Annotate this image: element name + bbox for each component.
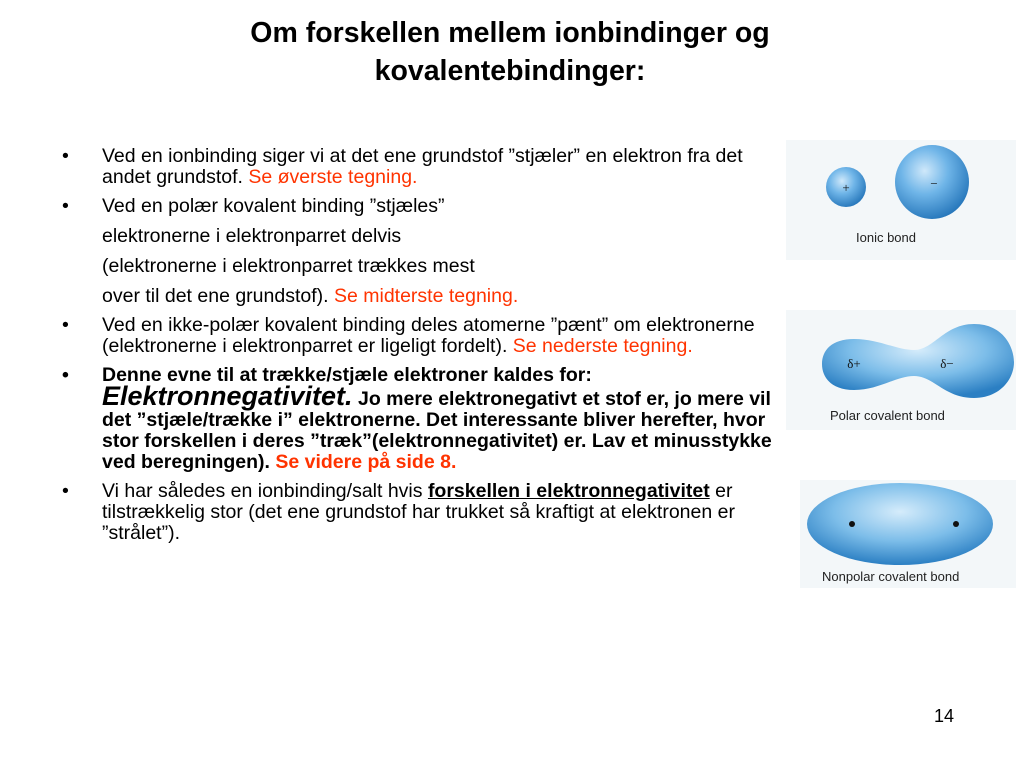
bullet-line: Ved en polær kovalent binding ”stjæles”	[102, 195, 445, 217]
bullet-text: er tilstrækkelig stor (det ene grundstof har trukket så kraftigt at elektronen er ”strålet”).	[102, 480, 735, 544]
bullet-text: Vi har således en ionbinding/salt hvis	[102, 480, 428, 502]
bullet-nonpolar-covalent	[60, 315, 780, 357]
bullet-line: elektronerne i elektronparret delvis	[102, 225, 402, 247]
bullet-dot: •	[62, 195, 69, 217]
nonpolar-caption: Nonpolar covalent bond	[822, 569, 960, 584]
slide-title-line-1: Om forskellen mellem ionbindinger og	[250, 17, 770, 49]
plus-label: +	[842, 180, 850, 195]
nucleus-right	[953, 521, 959, 527]
bullet-dot: •	[62, 314, 69, 336]
bullet-text: Ved en ionbinding siger vi at det ene grundstof ”stjæler” en elektron fra det andet grundstof.	[102, 145, 743, 188]
bullet-reference: Se midterste tegning.	[333, 285, 519, 307]
bullet-dot: •	[62, 480, 69, 502]
bullet-ionic-salt	[60, 481, 780, 544]
bullet-line: (elektronerne i elektronparret trækkes mest	[102, 255, 475, 277]
minus-label: −	[930, 176, 938, 191]
bullet-reference: Se nederste tegning.	[512, 335, 693, 357]
bullet-dot: •	[62, 364, 69, 386]
bullet-line: over til det ene grundstof).	[102, 285, 334, 307]
bullet-polar-covalent	[60, 196, 780, 307]
bullet-dot: •	[62, 145, 69, 167]
bullet-text: Ved en ikke-polær kovalent binding deles atomerne ”pænt” om elektronerne (elektronerne i elektronparret er ligeligt fordelt).	[102, 314, 755, 357]
nonpolar-electron-cloud	[807, 483, 993, 565]
bullet-list	[60, 146, 780, 552]
bullet-text: Jo mere elektronegativt et stof er, jo mere vil det ”stjæle/trække i” elektronerne. Det interessante bliver herefter, hvor stor forskellen i deres ”træk”(elektronnegativitet) er. Lav et minusstykke ved beregningen).	[102, 388, 772, 473]
bullet-text: Denne evne til at trække/stjæle elektroner kaldes for:	[102, 364, 592, 386]
bullet-reference: Se videre på side 8.	[275, 451, 457, 473]
bond-figures	[784, 140, 1020, 600]
delta-minus-label: δ−	[940, 356, 954, 371]
slide-title-line-2: kovalentebindinger:	[374, 55, 646, 87]
bullet-reference: Se øverste tegning.	[248, 166, 418, 188]
slide-title	[110, 14, 910, 90]
page-number: 14	[934, 706, 955, 726]
underlined-term: forskellen i elektronnegativitet	[427, 480, 710, 502]
bullet-electronegativity	[60, 365, 780, 473]
bullet-ionic-bond	[60, 146, 780, 188]
electronegativity-term: Elektronnegativitet.	[102, 381, 353, 411]
nucleus-left	[849, 521, 855, 527]
delta-plus-label: δ+	[847, 356, 861, 371]
ionic-caption: Ionic bond	[856, 230, 916, 245]
polar-caption: Polar covalent bond	[830, 408, 945, 423]
